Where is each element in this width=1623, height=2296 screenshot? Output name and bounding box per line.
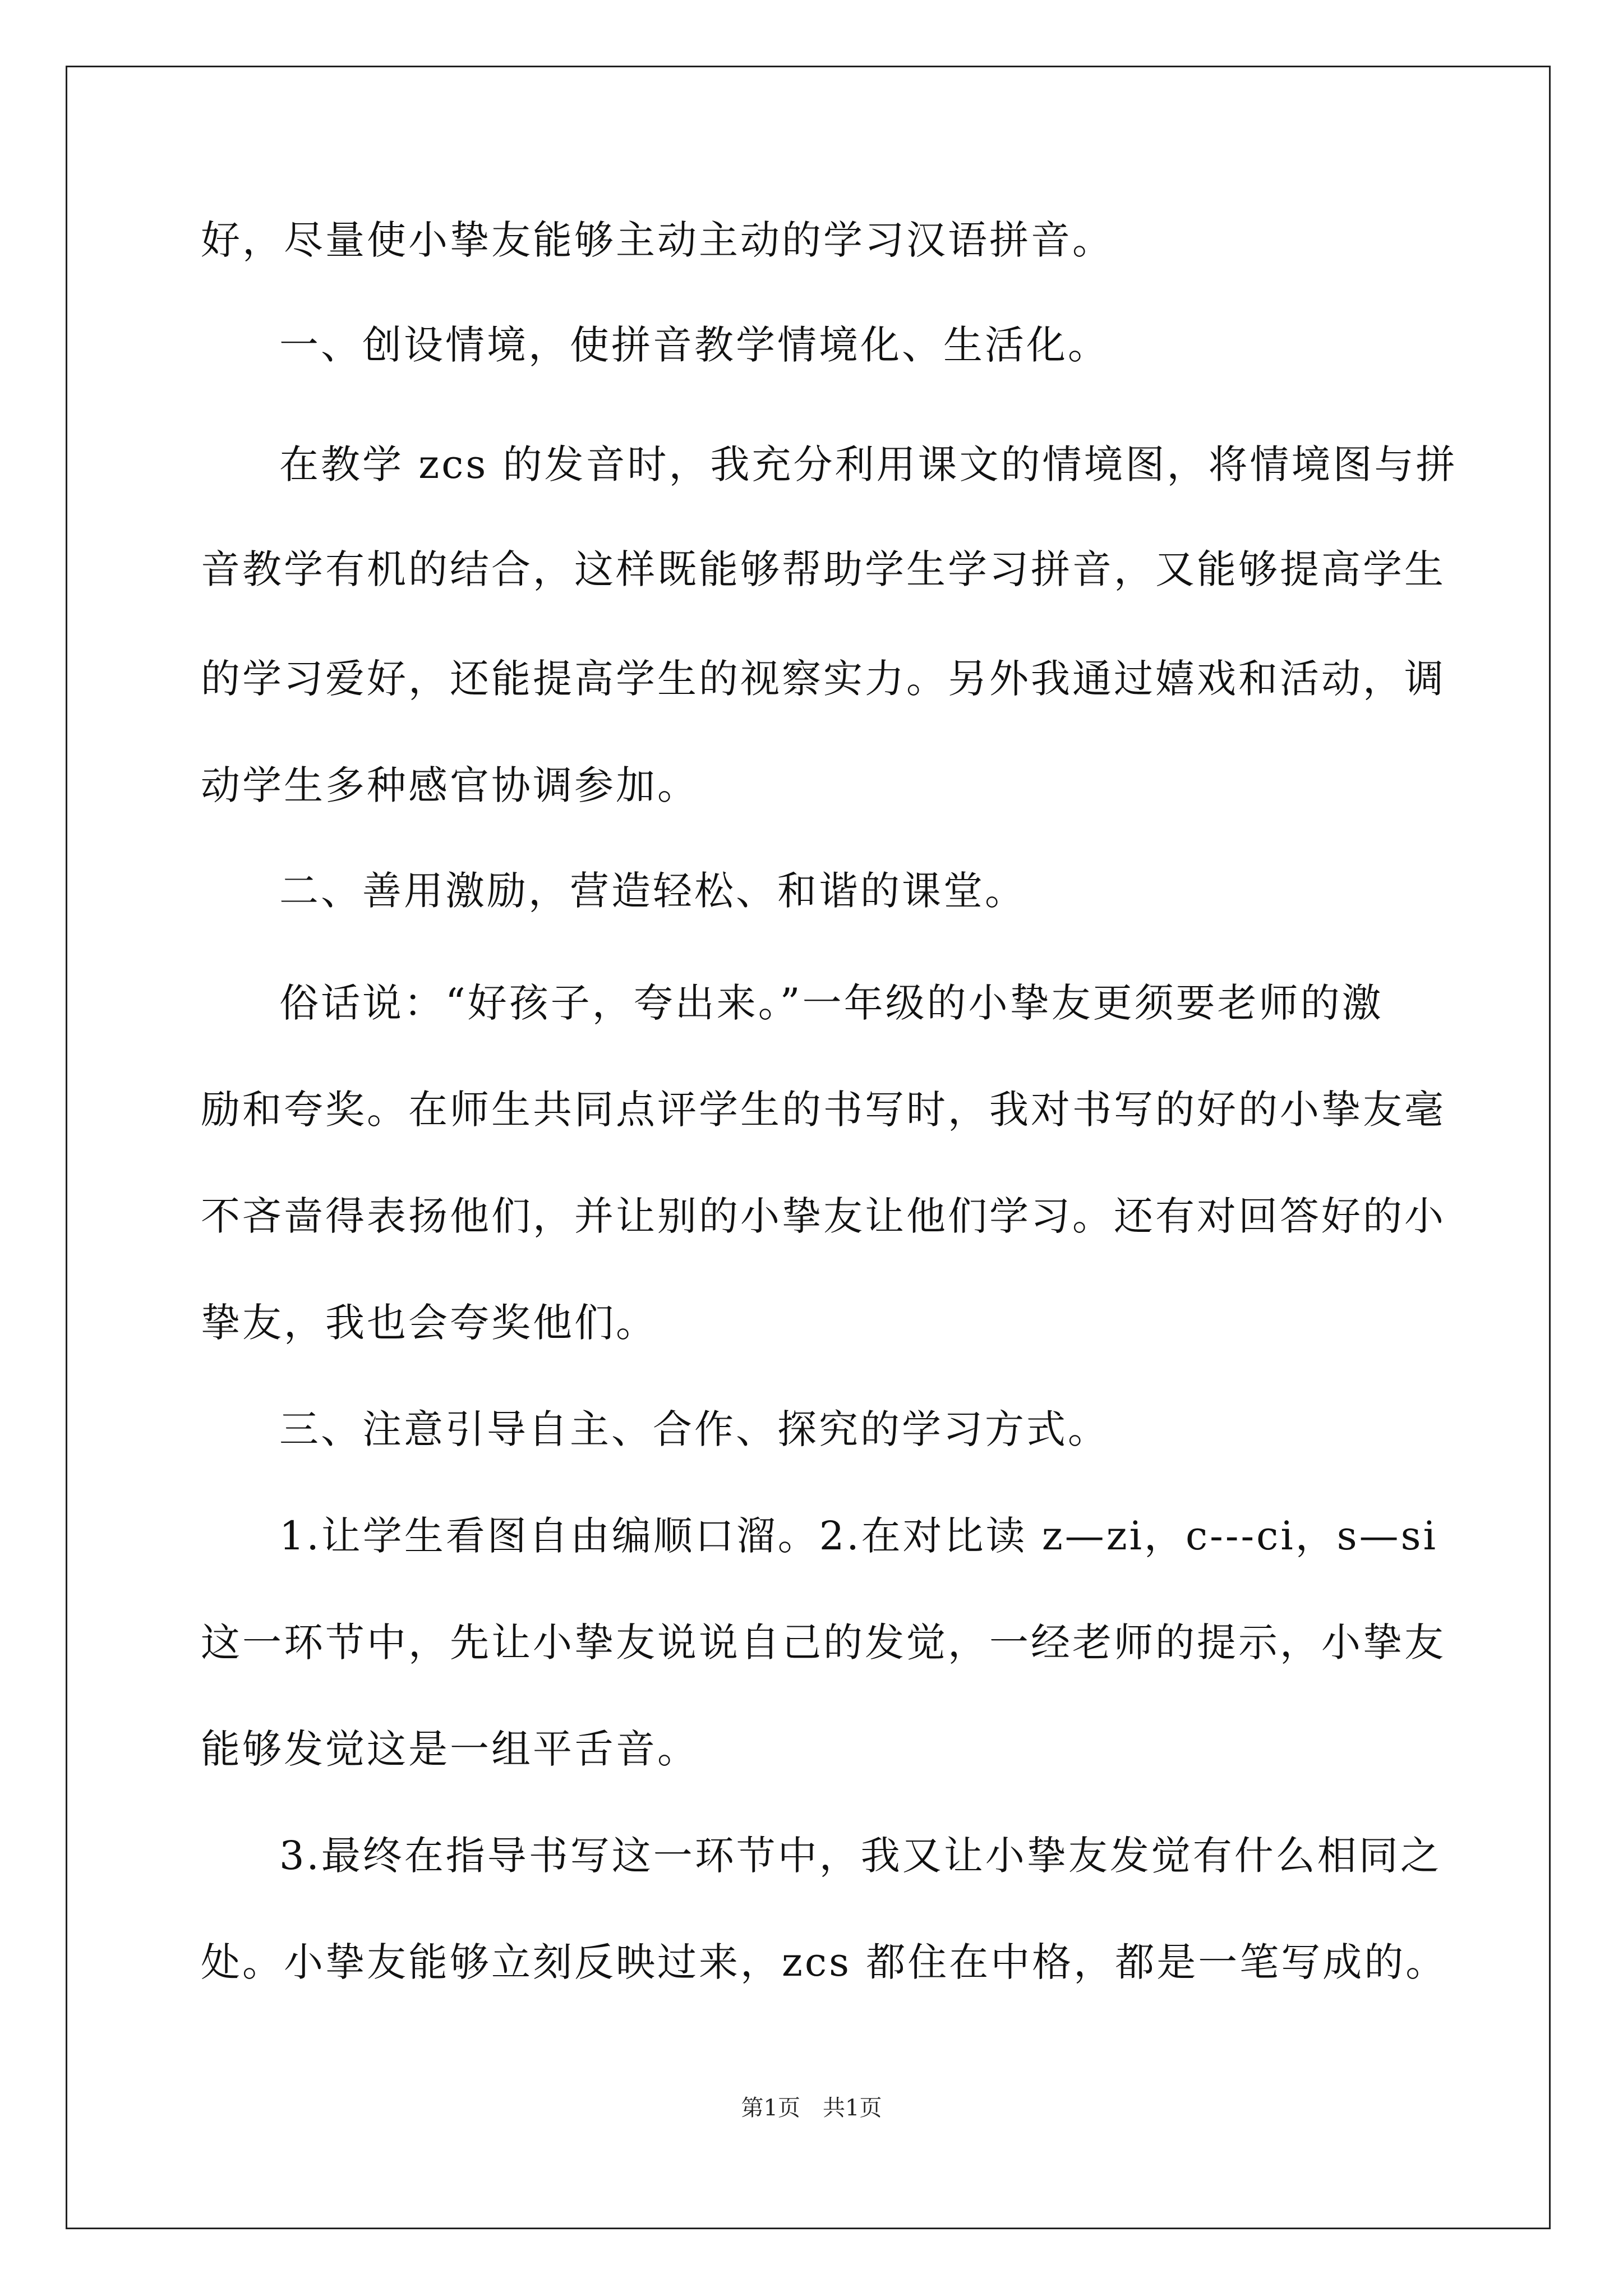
page-border <box>66 66 1551 2229</box>
text-line: 俗话说：“好孩子，夸出来。”一年级的小挚友更须要老师的激 <box>279 980 1384 1026</box>
section-heading: 二、善用激励，营造轻松、和谐的课堂。 <box>279 868 1026 914</box>
text-line: 的学习爱好，还能提高学生的视察实力。另外我通过嬉戏和活动，调 <box>201 656 1446 702</box>
text-line: 1.让学生看图自由编顺口溜。2.在对比读 z—zi，c---ci，s—si <box>279 1513 1438 1559</box>
text-line: 不吝啬得表扬他们，并让别的小挚友让他们学习。还有对回答好的小 <box>201 1193 1446 1239</box>
text-line: 励和夸奖。在师生共同点评学生的书写时，我对书写的好的小挚友毫 <box>201 1087 1446 1133</box>
text-line: 在教学 zcs 的发音时，我充分利用课文的情境图，将情境图与拼 <box>279 441 1458 487</box>
text-line: 好，尽量使小挚友能够主动主动的学习汉语拼音。 <box>201 217 1114 263</box>
text-line: 这一环节中，先让小挚友说说自己的发觉，一经老师的提示，小挚友 <box>201 1619 1446 1665</box>
text-line: 挚友，我也会夸奖他们。 <box>201 1300 657 1346</box>
page-footer: 第1页 共1页 <box>741 2095 882 2121</box>
text-line: 能够发觉这是一组平舌音。 <box>201 1726 699 1772</box>
section-heading: 三、注意引导自主、合作、探究的学习方式。 <box>279 1406 1109 1452</box>
section-heading: 一、创设情境，使拼音教学情境化、生活化。 <box>279 322 1109 368</box>
text-line: 3.最终在指导书写这一环节中，我又让小挚友发觉有什么相同之 <box>279 1833 1442 1879</box>
text-line: 处。小挚友能够立刻反映过来，zcs 都住在中格，都是一笔写成的。 <box>201 1939 1447 1985</box>
text-line: 动学生多种感官协调参加。 <box>201 762 699 808</box>
text-line: 音教学有机的结合，这样既能够帮助学生学习拼音，又能够提高学生 <box>201 546 1446 592</box>
